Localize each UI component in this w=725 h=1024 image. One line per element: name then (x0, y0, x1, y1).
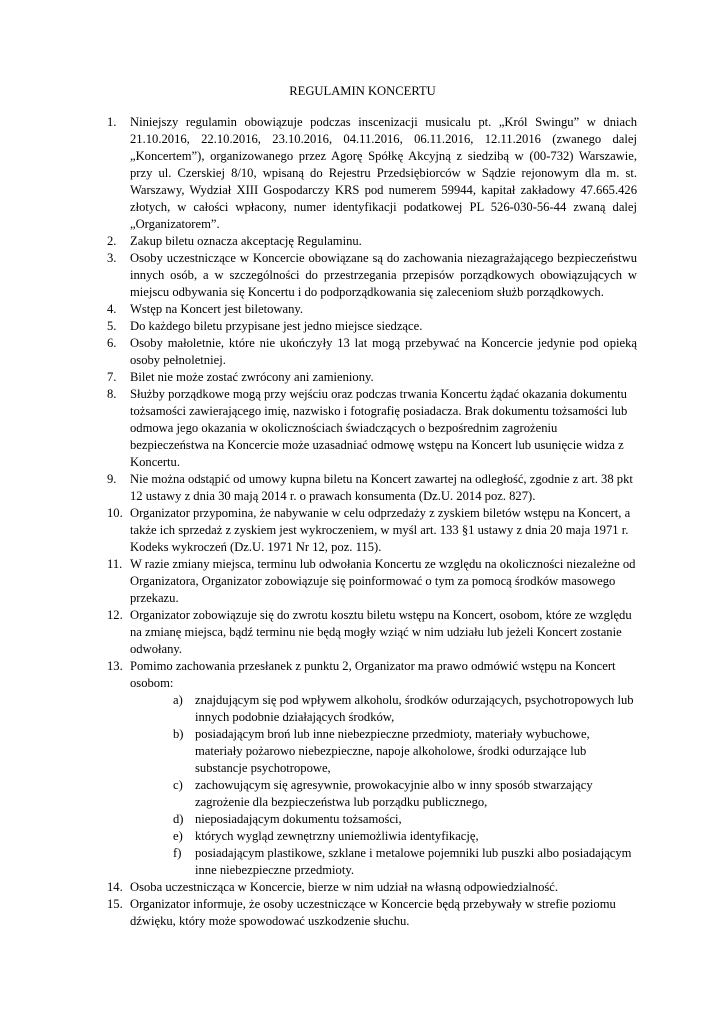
sub-list-item-text: których wygląd zewnętrzny uniemożliwia identyfikację, (195, 829, 479, 843)
list-item-text: Pomimo zachowania przesłanek z punktu 2, Organizator ma prawo odmówić wstępu na Koncert osobom: (130, 659, 616, 690)
list-item-text: Wstęp na Koncert jest biletowany. (130, 302, 303, 316)
list-item: 12. Organizator zobowiązuje się do zwrotu kosztu biletu wstępu na Koncert, osobom, które ze względu na zmianę miejsca, bądź terminu nie będą mogły wziąć w nim udziału lub jeżeli Koncert zostanie odwołany. (107, 607, 637, 658)
sub-list-item: a) znajdującym się pod wpływem alkoholu, środków odurzających, psychotropowych lub innych podobnie działających środków, (173, 692, 637, 726)
list-item-text: Organizator zobowiązuje się do zwrotu kosztu biletu wstępu na Koncert, osobom, które ze względu na zmianę miejsca, bądź terminu nie będą mogły wziąć w nim udziału lub jeżeli Koncert zostanie odwołany. (130, 608, 632, 656)
sub-list-item: f) posiadającym plastikowe, szklane i metalowe pojemniki lub puszki albo posiadającym inne niebezpieczne przedmioty. (173, 845, 637, 879)
list-item-text: Służby porządkowe mogą przy wejściu oraz podczas trwania Koncertu żądać okazania dokumentu tożsamości zawierającego imię, nazwisko i fotografię posiadacza. Brak dokumentu tożsamości lub odmowa jego okazania w okolicznościach świadczących o bezpośrednim zagrożeniu bezpieczeństwa na Koncercie może uzasadniać odmowę wstępu na Koncert lub usunięcie widza z Koncertu. (130, 387, 628, 469)
sub-list-item: d) nieposiadającym dokumentu tożsamości, (173, 811, 637, 828)
list-item-text: Bilet nie może zostać zwrócony ani zamieniony. (130, 370, 374, 384)
list-item-text: Organizator informuje, że osoby uczestniczące w Koncercie będą przebywały w strefie poziomu dźwięku, który może spowodować uszkodzenie słuchu. (130, 897, 616, 928)
list-item-text: Do każdego biletu przypisane jest jedno miejsce siedzące. (130, 319, 423, 333)
list-item-text: Osoby uczestniczące w Koncercie obowiązane są do zachowania niezagrażającego bezpieczeństwu innych osób, a w szczególności do przestrzegania przepisów porządkowych obowiązujących w miejscu odbywania się Koncertu i do podporządkowania się zaleceniom służb porządkowych. (130, 251, 637, 299)
document-title: REGULAMIN KONCERTU (289, 84, 436, 98)
list-item: 2. Zakup biletu oznacza akceptację Regulaminu. (107, 233, 637, 250)
sub-list (130, 692, 637, 879)
list-item: 9. Nie można odstąpić od umowy kupna biletu na Koncert zawartej na odległość, zgodnie z art. 38 pkt 12 ustawy z dnia 30 mają 2014 r. o prawach konsumenta (Dz.U. 2014 poz. 827). (107, 471, 637, 505)
sub-list-item-text: znajdującym się pod wpływem alkoholu, środków odurzających, psychotropowych lub innych podobnie działających środków, (195, 693, 634, 724)
list-item: 4. Wstęp na Koncert jest biletowany. (107, 301, 637, 318)
list-item: 3. Osoby uczestniczące w Koncercie obowiązane są do zachowania niezagrażającego bezpieczeństwu innych osób, a w szczególności do przestrzegania przepisów porządkowych obowiązujących w miejscu odbywania się Koncertu i do podporządkowania się zaleceniom służb porządkowych. (107, 251, 637, 299)
sub-list-item-text: nieposiadającym dokumentu tożsamości, (195, 812, 402, 826)
sub-list-item-text: zachowującym się agresywnie, prowokacyjnie albo w inny sposób stwarzający zagrożenie dla bezpieczeństwa lub porządku publicznego, (195, 778, 593, 809)
list-item: 6. Osoby małoletnie, które nie ukończyły 13 lat mogą przebywać na Koncercie jedynie pod opieką osoby pełnoletniej. (107, 336, 637, 367)
list-item: 15. Organizator informuje, że osoby uczestniczące w Koncercie będą przebywały w strefie poziomu dźwięku, który może spowodować uszkodzenie słuchu. (107, 896, 637, 930)
list-item: 7. Bilet nie może zostać zwrócony ani zamieniony. (107, 369, 637, 386)
list-item: 8. Służby porządkowe mogą przy wejściu oraz podczas trwania Koncertu żądać okazania dokumentu tożsamości zawierającego imię, nazwisko i fotografię posiadacza. Brak dokumentu tożsamości lub odmowa jego okazania w okolicznościach świadczących o bezpośrednim zagrożeniu bezpieczeństwa na Koncercie może uzasadniać odmowę wstępu na Koncert lub usunięcie widza z Koncertu. (107, 386, 637, 471)
sub-list-item: b) posiadającym broń lub inne niebezpieczne przedmioty, materiały wybuchowe, materiały pożarowo niebezpieczne, napoje alkoholowe, środki odurzające lub substancje psychotropowe, (173, 726, 637, 777)
list-item-text: Osoby małoletnie, które nie ukończyły 13 lat mogą przebywać na Koncercie jedynie pod opieką osoby pełnoletniej. (130, 336, 637, 367)
list-item: 11. W razie zmiany miejsca, terminu lub odwołania Koncertu ze względu na okoliczności niezależne od Organizatora, Organizator zobowiązuje się poinformować o tym za pomocą środków masowego przekazu. (107, 557, 636, 605)
list-item: 14. Osoba uczestnicząca w Koncercie, bierze w nim udział na własną odpowiedzialność. (107, 879, 637, 896)
list-item: 13. Pomimo zachowania przesłanek z punktu 2, Organizator ma prawo odmówić wstępu na Koncert osobom: a) znajdującym się pod wpływem alkoholu, środków odurzających, psychotropowych lub innych podobnie działających środków, b) posiadającym broń lub inne niebezpieczne przedmioty, materiały wybuchowe, materiały pożarowo niebezpieczne, napoje alkoholowe, środki odurzające lub substancje psychotropowe, c) zachowującym się agresywnie, prowokacyjnie albo w inny sposób stwarzający zagrożenie dla bezpieczeństwa lub porządku publicznego, d) nieposiadającym dokumentu tożsamości, e) których wygląd zewnętrzny uniemożliwia identyfikację, f) posiadającym plastikowe, szklane i metalowe pojemniki lub puszki albo posiadającym inne niebezpieczne przedmioty. (107, 658, 637, 879)
list-item-text: W razie zmiany miejsca, terminu lub odwołania Koncertu ze względu na okoliczności niezależne od Organizatora, Organizator zobowiązuje się poinformować o tym za pomocą środków masowego przekazu. (130, 557, 636, 605)
list-item-text: Organizator przypomina, że nabywanie w celu odprzedaży z zyskiem biletów wstępu na Koncert, a także ich sprzedaż z zyskiem jest wykroczeniem, w myśl art. 133 §1 ustawy z dnia 20 maja 1971 r. Kodeks wykroczeń (Dz.U. 1971 Nr 12, poz. 115). (130, 506, 631, 554)
regulations-list (107, 114, 637, 930)
sub-list-item: c) zachowującym się agresywnie, prowokacyjnie albo w inny sposób stwarzający zagrożenie dla bezpieczeństwa lub porządku publicznego, (173, 777, 637, 811)
list-item-text: Zakup biletu oznacza akceptację Regulaminu. (130, 234, 362, 248)
sub-list-item-text: posiadającym plastikowe, szklane i metalowe pojemniki lub puszki albo posiadającym inne niebezpieczne przedmioty. (195, 846, 632, 877)
sub-list-item: e) których wygląd zewnętrzny uniemożliwia identyfikację, (173, 828, 637, 845)
list-item-text: Niniejszy regulamin obowiązuje podczas inscenizacji musicalu pt. „Król Swingu” w dniach 21.10.2016, 22.10.2016, 23.10.2016, 04.11.2016, 06.11.2016, 12.11.2016 (zwanego dalej „Koncertem”), organizowanego przez Agorę Spółkę Akcyjną z siedzibą w (00-732) Warszawie, przy ul. Czerskiej 8/10, wpisaną do Rejestru Przedsiębiorców w Sądzie rejonowym dla m. st. Warszawy, Wydział XIII Gospodarczy KRS pod numerem 59944, kapitał zakładowy 47.665.426 złotych, w całości wpłacony, numer identyfikacji podatkowej PL 526-030-56-44 zwaną dalej „Organizatorem”. (130, 115, 637, 231)
list-item: 1. Niniejszy regulamin obowiązuje podczas inscenizacji musicalu pt. „Król Swingu” w dniach 21.10.2016, 22.10.2016, 23.10.2016, 04.11.2016, 06.11.2016, 12.11.2016 (zwanego dalej „Koncertem”), organizowanego przez Agorę Spółkę Akcyjną z siedzibą w (00-732) Warszawie, przy ul. Czerskiej 8/10, wpisaną do Rejestru Przedsiębiorców w Sądzie rejonowym dla m. st. Warszawy, Wydział XIII Gospodarczy KRS pod numerem 59944, kapitał zakładowy 47.665.426 złotych, w całości wpłacony, numer identyfikacji podatkowej PL 526-030-56-44 zwaną dalej „Organizatorem”. (107, 115, 637, 231)
list-item: 5. Do każdego biletu przypisane jest jedno miejsce siedzące. (107, 318, 637, 335)
list-item: 10. Organizator przypomina, że nabywanie w celu odprzedaży z zyskiem biletów wstępu na Koncert, a także ich sprzedaż z zyskiem jest wykroczeniem, w myśl art. 133 §1 ustawy z dnia 20 maja 1971 r. Kodeks wykroczeń (Dz.U. 1971 Nr 12, poz. 115). (107, 505, 637, 556)
list-item-text: Osoba uczestnicząca w Koncercie, bierze w nim udział na własną odpowiedzialność. (130, 880, 559, 894)
list-item-text: Nie można odstąpić od umowy kupna biletu na Koncert zawartej na odległość, zgodnie z art. 38 pkt 12 ustawy z dnia 30 mają 2014 r. o prawach konsumenta (Dz.U. 2014 poz. 827). (130, 472, 633, 503)
sub-list-item-text: posiadającym broń lub inne niebezpieczne przedmioty, materiały wybuchowe, materiały pożarowo niebezpieczne, napoje alkoholowe, środki odurzające lub substancje psychotropowe, (195, 727, 590, 775)
